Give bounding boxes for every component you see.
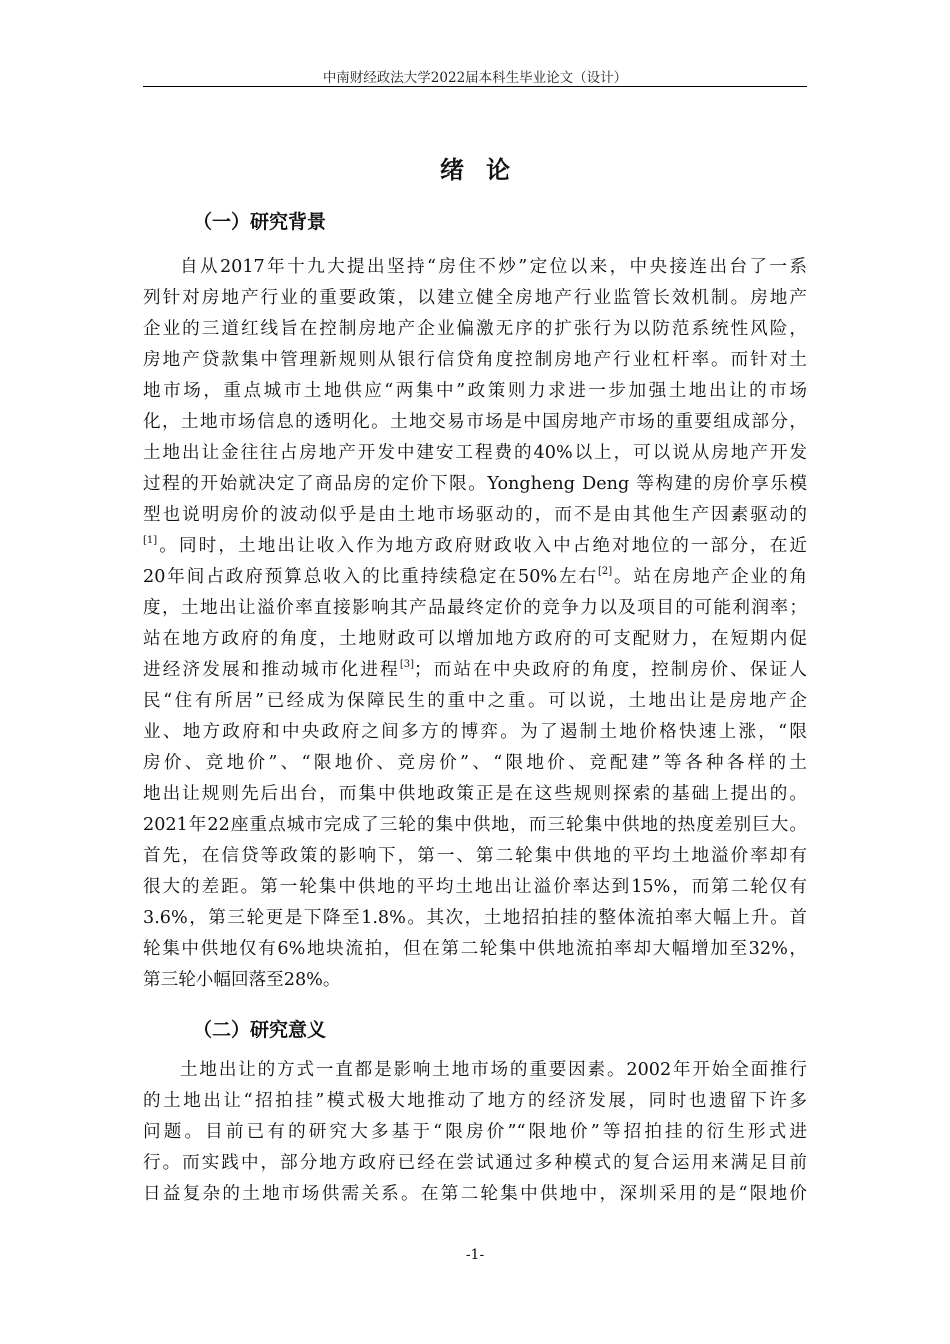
paragraph-line: 第三轮小幅回落至28%。 <box>143 970 341 990</box>
paragraph-line: 首先，在信贷等政策的影响下，第一、第二轮集中供地的平均土地溢价率却有 <box>143 846 807 866</box>
line-text: 20年间占政府预算总收入的比重持续稳定在50%左右 <box>143 567 598 587</box>
line-text: 。同时，土地出让收入作为地方政府财政收入中占绝对地位的一部分，在近 <box>157 536 807 556</box>
paragraph-line: 列针对房地产行业的重要政策，以建立健全房地产行业监管长效机制。房地产 <box>143 288 807 308</box>
header-rule <box>143 86 807 87</box>
paragraph-line: 度，土地出让溢价率直接影响其产品最终定价的竞争力以及项目的可能利润率； <box>143 598 807 618</box>
paragraph-significance <box>143 1055 807 1210</box>
paragraph-line: 自从2017年十九大提出坚持“房住不炒”定位以来，中央接连出台了一系 <box>180 257 807 277</box>
paragraph-line: 过程的开始就决定了商品房的定价下限。Yongheng Deng 等构建的房价享乐模 <box>143 474 807 494</box>
paragraph-line: 化，土地市场信息的透明化。土地交易市场是中国房地产市场的重要组成部分， <box>143 412 807 432</box>
paragraph-line: 日益复杂的土地市场供需关系。在第二轮集中供地中，深圳采用的是“限地价 <box>143 1184 807 1204</box>
paragraph-line: 的土地出让“招拍挂”模式极大地推动了地方的经济发展，同时也遗留下许多 <box>143 1091 807 1111</box>
paragraph-line: 土地出让金往往占房地产开发中建安工程费的40%以上，可以说从房地产开发 <box>143 443 807 463</box>
citation-1[interactable]: [1] <box>143 535 158 546</box>
paragraph-line: 型也说明房价的波动似乎是由土地市场驱动的，而不是由其他生产因素驱动的 <box>143 505 807 525</box>
paragraph-line <box>143 531 807 562</box>
paragraph-line: 行。而实践中，部分地方政府已经在尝试通过多种模式的复合运用来满足目前 <box>143 1153 807 1173</box>
paragraph-line: 问题。目前已有的研究大多基于“限房价”“限地价”等招拍挂的衍生形式进 <box>143 1122 807 1142</box>
citation-2[interactable]: [2] <box>597 566 613 577</box>
paragraph-line: 地出让规则先后出台，而集中供地政策正是在这些规则探索的基础上提出的。 <box>143 784 807 804</box>
line-text: 。站在房地产企业的角 <box>612 567 807 587</box>
running-header: 中南财经政法大学2022届本科生毕业论文（设计） <box>322 70 628 86</box>
paragraph-line <box>143 562 807 593</box>
paragraph-line <box>143 655 807 686</box>
chapter-title: 绪论 <box>440 155 532 184</box>
citation-3[interactable]: [3] <box>399 659 415 670</box>
paragraph-line: 业、地方政府和中央政府之间多方的博弈。为了遏制土地价格快速上涨，“限 <box>143 722 807 742</box>
paragraph-line: 很大的差距。第一轮集中供地的平均土地出让溢价率达到15%，而第二轮仅有 <box>143 877 807 897</box>
paragraph-line: 房价、竞地价”、“限地价、竞房价”、“限地价、竞配建”等各种各样的土 <box>143 753 807 773</box>
paragraph-line: 2021年22座重点城市完成了三轮的集中供地，而三轮集中供地的热度差别巨大。 <box>143 815 807 835</box>
paragraph-line: 土地出让的方式一直都是影响土地市场的重要因素。2002年开始全面推行 <box>180 1060 807 1080</box>
paragraph-line: 站在地方政府的角度，土地财政可以增加地方政府的可支配财力，在短期内促 <box>143 629 807 649</box>
paragraph-line: 轮集中供地仅有6%地块流拍，但在第二轮集中供地流拍率却大幅增加至32%， <box>143 939 807 959</box>
page-number: -1- <box>465 1247 485 1263</box>
paragraph-line: 企业的三道红线旨在控制房地产企业偏激无序的扩张行为以防范系统性风险， <box>143 319 807 339</box>
section-heading-background: （一）研究背景 <box>193 211 327 233</box>
paragraph-line: 3.6%，第三轮更是下降至1.8%。其次，土地招拍挂的整体流拍率大幅上升。首 <box>143 908 807 928</box>
paragraph-line: 地市场，重点城市土地供应“两集中”政策则力求进一步加强土地出让的市场 <box>143 381 807 401</box>
line-text: 进经济发展和推动城市化进程 <box>143 660 400 680</box>
section-heading-significance: （二）研究意义 <box>193 1019 327 1041</box>
paragraph-line: 房地产贷款集中管理新规则从银行信贷角度控制房地产行业杠杆率。而针对土 <box>143 350 807 370</box>
paragraph-background <box>143 252 807 996</box>
paragraph-line: 民“住有所居”已经成为保障民生的重中之重。可以说，土地出让是房地产企 <box>143 691 807 711</box>
line-text: ；而站在中央政府的角度，控制房价、保证人 <box>414 660 807 680</box>
